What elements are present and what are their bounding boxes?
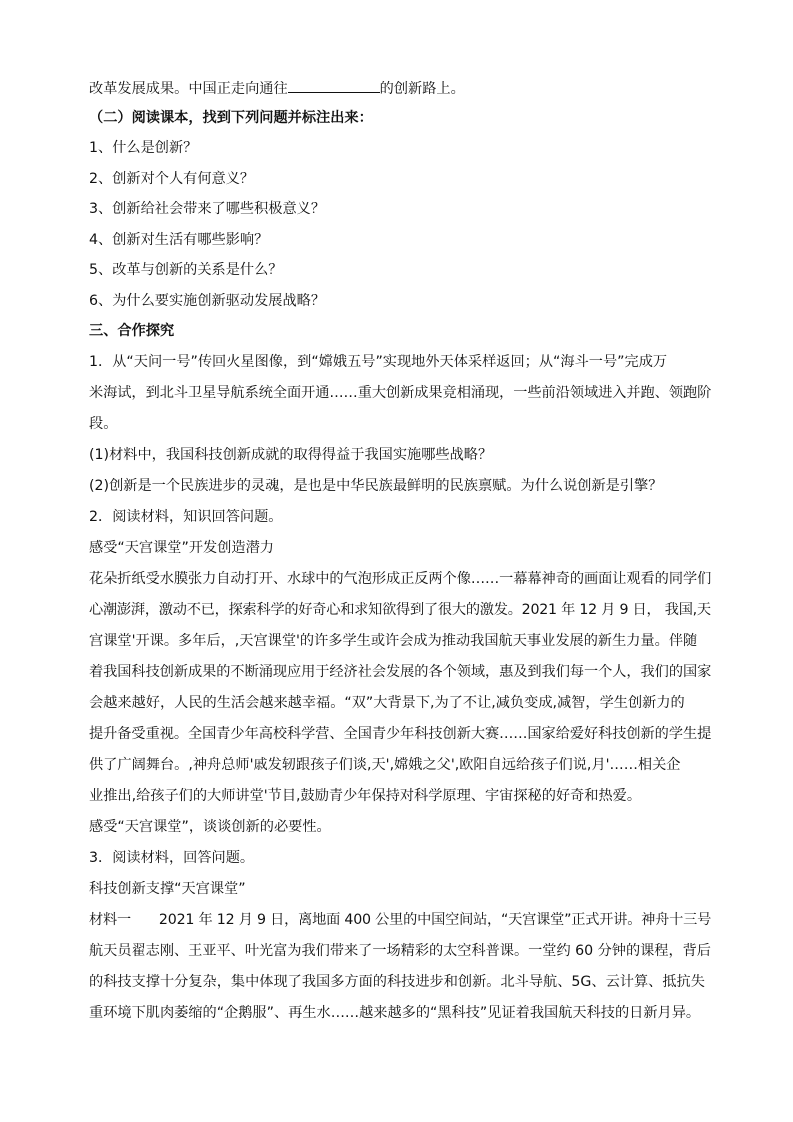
question-3: 3、创新给社会带来了哪些积极意义？ [89, 201, 326, 217]
item2-task: 感受“天宫课堂”，谈谈创新的必要性。 [89, 818, 331, 835]
item2-line-5: 会越来越好，人民的生活会越来越幸福。“双”大背景下,为了不让,减负变成,减智，学生创新力的 [89, 694, 685, 711]
item2-line-7: 供了广阔舞台。,神舟总师'戚发轫跟孩子们谈,天',嫦娥之父',欧阳自远给孩子们说,月'……相关企 [89, 756, 681, 773]
item3-heading: 3．阅读材料，回答问题。 [89, 849, 255, 866]
question-2: 2、创新对个人有何意义？ [89, 170, 255, 187]
item2-line-6: 提升备受重视。全国青少年高校科学营、全国青少年科技创新大赛……国家给爱好科技创新的学生提 [89, 725, 712, 742]
item3-line-3: 的科技支撑十分复杂，集中体现了我国多方面的科技进步和创新。北斗导航、5G、云计算、抵抗失 [89, 973, 705, 990]
item3-line-1: 材料一 2021 年 12 月 9 日，离地面 400 公里的中国空间站，“天宫课堂”正式开讲。神舟十三号 [89, 911, 712, 928]
item3-line-2: 航天员翟志刚、王亚平、叶光富为我们带来了一场精彩的太空科普课。一堂约 60 分钟的课程，背后 [89, 942, 711, 959]
item2-line-4: 着我国科技创新成果的不断涌现应用于经济社会发展的各个领域，惠及到我们每一个人，我们的国家 [89, 663, 712, 680]
fill-in-blank[interactable] [288, 78, 380, 93]
section-two-heading: （二）阅读课本，找到下列问题并标注出来： [89, 109, 373, 126]
item2-heading: 2．阅读材料，知识回答问题。 [89, 508, 283, 525]
intro-text-before: 改革发展成果。中国正走向通往 [89, 81, 288, 97]
item2-line-3: 宫课堂'开课。多年后，,天宫课堂'的许多学生或许会成为推动我国航天事业发展的新生力量。伴随 [89, 632, 698, 649]
document-page [89, 78, 711, 1022]
section-three-heading: 三、合作探究 [89, 323, 175, 339]
question-4: 4、创新对生活有哪些影响？ [89, 231, 269, 248]
item2-title: 感受“天宫课堂”开发创造潜力 [89, 539, 274, 556]
question-1: 1、什么是创新？ [89, 140, 198, 156]
question-5: 5、改革与创新的关系是什么？ [89, 262, 283, 278]
item1-question-2: (2)创新是一个民族进步的灵魂，是也是中华民族最鲜明的民族禀赋。为什么说创新是引擎？ [89, 477, 663, 494]
intro-line [89, 78, 711, 96]
question-6: 6、为什么要实施创新驱动发展战略？ [89, 292, 326, 309]
item3-line-4: 重环境下肌肉萎缩的“企鹅服”、再生水……越来越多的“黑科技”见证着我国航天科技的日新月异。 [89, 1004, 701, 1021]
item1-question-1: (1)材料中，我国科技创新成就的取得得益于我国实施哪些战略？ [89, 446, 493, 463]
item3-title: 科技创新支撑“天宫课堂” [89, 880, 246, 897]
item2-line-2: 心潮澎湃，激动不已，探索科学的好奇心和求知欲得到了很大的激发。2021 年 12 月 9 日， 我国,天 [89, 601, 711, 618]
item2-line-8: 业推出,给孩子们的大师讲堂'节目,鼓励青少年保持对科学原理、宇宙探秘的好奇和热爱。 [89, 787, 642, 804]
item2-line-1: 花朵折纸受水膜张力自动打开、水球中的气泡形成正反两个像……一幕幕神奇的画面让观看的同学们 [89, 570, 712, 587]
intro-text-after: 的创新路上。 [379, 81, 465, 97]
item1-line-2: 米海试，到北斗卫星导航系统全面开通……重大创新成果竞相涌现，一些前沿领域进入并跑、领跑阶 [89, 384, 712, 401]
item1-line-3: 段。 [89, 415, 118, 432]
item1-line-1: 1．从“天问一号”传回火星图像，到“嫦娥五号”实现地外天体采样返回；从“海斗一号”完成万 [89, 353, 668, 370]
